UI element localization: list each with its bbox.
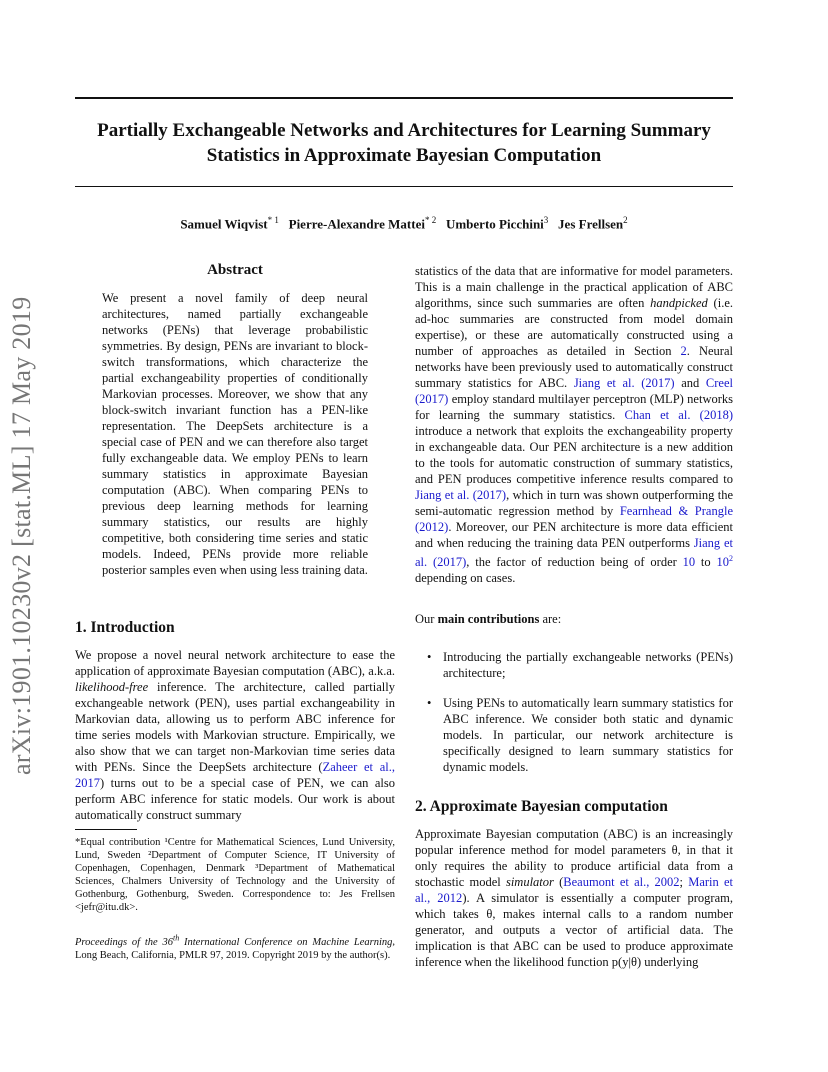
- body-text: , which in turn was shown outperforming the semi-automatic regression method by: [415, 488, 733, 518]
- intro-text: inference. The architecture, called partially exchangeable network (PEN), uses partial exchangeability in Markovian data, allowing us to perform ABC inference for time series models with Markovian structure. Empirically, we also show that we can target non-Markovian time series data with PENs. Since the DeepSets architecture (: [75, 680, 395, 774]
- body-text: ;: [679, 875, 689, 889]
- citation-link[interactable]: Zaheer et al., 2017: [75, 760, 395, 790]
- body-text: introduce a network that exploits the exchangeability property in exchangeable data. Our PEN architecture is a new addition to the tools for automatic construction of summary statistics, and PEN produces competitive inference results compared to: [415, 424, 733, 486]
- title-line-2: Statistics in Approximate Bayesian Computation: [206, 145, 602, 166]
- number-link[interactable]: 10: [682, 555, 696, 570]
- citation-link[interactable]: Beaumont et al., 2002: [563, 875, 680, 889]
- contributions-intro: [415, 611, 733, 627]
- title-bottom-rule: [75, 186, 733, 187]
- citation-link[interactable]: Jiang et al. (2017): [415, 536, 733, 570]
- author-list: [75, 215, 733, 232]
- introduction-text: [75, 647, 395, 823]
- section-2-heading: 2. Approximate Bayesian computation: [415, 798, 668, 815]
- body-text: , the factor of reduction being of order: [466, 555, 683, 570]
- body-bold: main contributions: [437, 612, 540, 626]
- intro-text: ) turns out to be a special case of PEN, we can also perform ABC inference for static models. Our work is about automatically construct summary: [75, 776, 395, 822]
- author-affil: * 2: [424, 215, 437, 225]
- author-affil: 3: [543, 215, 549, 225]
- intro-text: We propose a novel neural network architecture to ease the application of approximate Bayesian computation (ABC), a.k.a.: [75, 648, 395, 678]
- body-text: ). A simulator is essentially a computer program, which takes θ, makes internal calls to a random number generator, and outputs a vector of artificial data. The implication is that ABC can be used to produce approximate inference when the likelihood function p(y|θ) underlying: [415, 891, 733, 969]
- proceedings-text: Proceedings of the 36: [75, 936, 173, 948]
- number-base: 10: [716, 555, 729, 570]
- paper-title: [75, 118, 733, 168]
- author-affil: 2: [623, 215, 628, 225]
- body-text: . Moreover, our PEN architecture is more data efficient and when reducing the training data PEN outperforms: [415, 520, 733, 550]
- body-text: and: [674, 376, 706, 390]
- section-1-heading: 1. Introduction: [75, 619, 175, 636]
- abstract-heading: Abstract: [207, 262, 263, 278]
- contributions-list: [415, 649, 733, 775]
- citation-link[interactable]: Fearnhead & Prangle (2012): [415, 504, 733, 534]
- body-text: (: [553, 875, 564, 889]
- author: Umberto Picchini: [445, 216, 544, 232]
- abstract-text: We present a novel family of deep neural architectures, named partially exchangeable networks (PENs) that leverage probabilistic symmetries. By design, PENs are invariant to block-switch transformations, which characterize the partial exchangeability properties of conditionally Markovian processes. Moreover, we show that any block-switch invariant function has a PEN-like representation. The DeepSets architecture is a special case of PEN and we can therefore also target fully exchangeable data. We employ PENs to learn summary statistics in approximate Bayesian computation (ABC). When comparing PENs to previous deep learning methods for learning summary statistics, our results are highly competitive, both considering time series and static models. Indeed, PENs provide more reliable posterior samples even when using less training data.: [102, 291, 368, 577]
- abc-paragraph: [415, 826, 733, 970]
- citation-link[interactable]: Creel (2017): [415, 376, 733, 406]
- right-column-paragraph: [415, 263, 733, 586]
- footnote: *Equal contribution ¹Centre for Mathematical Sciences, Lund University, Lund, Sweden ²Department of Computer Science, IT University of Copenhagen, Copenhagen, Denmark ³Department of Mathematical Sciences, Chalmers University of Technology and the University of Gothenburg, Gothenburg, Sweden. Correspondence to: Jes Frellsen <jefr@itu.dk>.: [75, 837, 395, 913]
- proceedings-note: [75, 931, 395, 962]
- footnote-rule: [75, 829, 137, 830]
- body-text: depending on cases.: [415, 571, 516, 586]
- body-emphasis: simulator: [505, 875, 554, 889]
- number-link[interactable]: [716, 555, 733, 569]
- list-item: • Introducing the partially exchangeable networks (PENs) architecture;: [415, 649, 733, 681]
- citation-link[interactable]: Chan et al. (2018): [624, 408, 733, 422]
- body-emphasis: handpicked: [650, 296, 708, 310]
- author: Jes Frellsen: [558, 216, 624, 232]
- author: Pierre-Alexandre Mattei: [288, 216, 425, 232]
- proceedings-text: International Conference on Machine Learning: [179, 936, 393, 948]
- body-text: employ standard multilayer perceptron (MLP) networks for learning the summary statistics.: [415, 392, 733, 422]
- body-text: (i.e. ad-hoc summaries are constructed from model domain expertise), or these are automatically constructed using a number of approaches as detailed in Section: [415, 296, 733, 358]
- number-exponent: 2: [728, 554, 733, 563]
- body-text: Our: [415, 612, 438, 626]
- body-text: . Neural networks have been previously used to automatically construct summary statistics for ABC.: [415, 344, 733, 390]
- citation-link[interactable]: Jiang et al. (2017): [573, 376, 675, 390]
- section-link[interactable]: 2: [680, 344, 687, 358]
- citation-link[interactable]: Jiang et al. (2017): [415, 488, 507, 502]
- arxiv-stamp: arXiv:1901.10230v2 [stat.ML] 17 May 2019: [7, 296, 36, 775]
- proceedings-sup: th: [172, 933, 180, 942]
- citation-link[interactable]: Marin et al., 2012: [415, 875, 734, 905]
- author-affil: * 1: [267, 215, 279, 225]
- body-text: to: [695, 555, 717, 570]
- body-text: statistics of the data that are informative for model parameters. This is a main challenge in the practical application of ABC algorithms, since such summaries are often: [415, 264, 733, 310]
- body-text: Approximate Bayesian computation (ABC) is an increasingly popular inference method for model parameters θ, in that it only requires the ability to produce artificial data from a stochastic model: [415, 827, 733, 889]
- intro-emphasis: likelihood-free: [75, 680, 149, 694]
- title-top-rule: [75, 97, 733, 99]
- title-line-1: Partially Exchangeable Networks and Architectures for Learning Summary: [97, 120, 711, 141]
- proceedings-text: , Long Beach, California, PMLR 97, 2019. Copyright 2019 by the author(s).: [75, 936, 395, 961]
- list-item: • Using PENs to automatically learn summary statistics for ABC inference. We consider both static and dynamic models. In particular, our network architecture is specifically designed to learn summary statistics for dynamic models.: [415, 695, 733, 775]
- body-text: are:: [539, 612, 562, 626]
- author: Samuel Wiqvist: [180, 216, 268, 232]
